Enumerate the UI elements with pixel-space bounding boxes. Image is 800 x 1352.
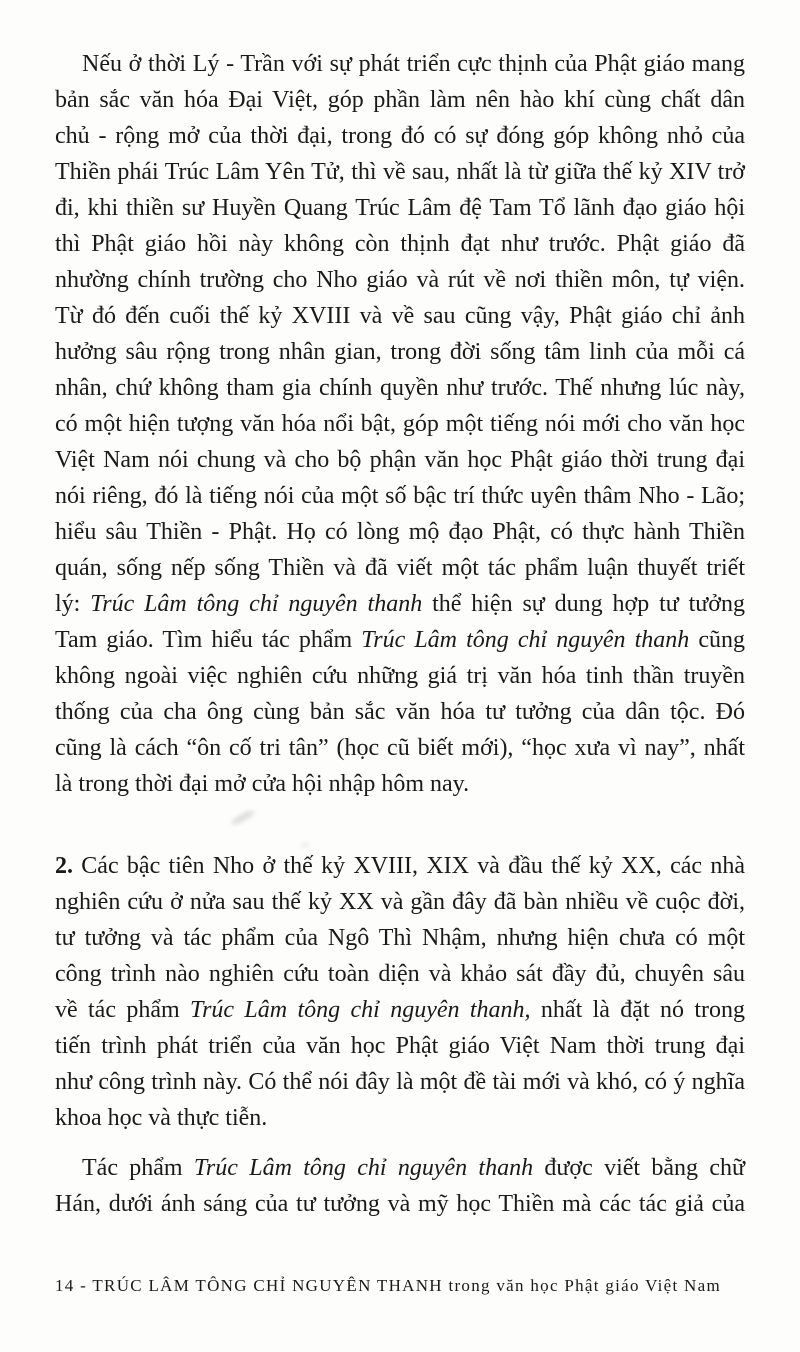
- text-run: nghiên cứu ở nửa sau thế kỷ XX và gần đây đã bàn nhiều về cuộc đời,: [55, 889, 745, 915]
- work-title-italic: Trúc Lâm tông chỉ nguyên thanh: [361, 627, 690, 653]
- text-line: [55, 334, 745, 370]
- text-line: [55, 956, 745, 992]
- text-line: [55, 298, 745, 334]
- text-run: đi, khi thiền sư Huyền Quang Trúc Lâm đệ Tam Tổ lãnh đạo giáo hội: [55, 195, 745, 221]
- text-line: [55, 730, 745, 766]
- text-line: [55, 370, 745, 406]
- footer-separator: -: [74, 1276, 93, 1295]
- text-line: [55, 884, 745, 920]
- text-line: [55, 478, 745, 514]
- text-run: cũng là cách “ôn cố tri tân” (học cũ biết mới), “học xưa vì nay”, nhất: [55, 735, 745, 761]
- text-run: tiến trình phát triển của văn học Phật giáo Việt Nam thời trung đại: [55, 1033, 745, 1059]
- text-run: nói riêng, đó là tiếng nói của một số bậc trí thức uyên thâm Nho - Lão;: [55, 483, 745, 509]
- text-line: [55, 766, 745, 802]
- text-line: [55, 154, 745, 190]
- text-run: công trình nào nghiên cứu toàn diện và khảo sát đầy đủ, chuyên sâu: [55, 961, 745, 987]
- footer-book-title: TRÚC LÂM TÔNG CHỈ NGUYÊN THANH: [92, 1276, 443, 1295]
- text-run: thì Phật giáo hồi này không còn thịnh đạt như trước. Phật giáo đã: [55, 231, 745, 257]
- text-run: hiểu sâu Thiền - Phật. Họ có lòng mộ đạo Phật, có thực hành Thiền: [55, 519, 745, 545]
- text-line: [55, 622, 745, 658]
- text-line: [55, 550, 745, 586]
- text-run: về tác phẩm: [55, 997, 191, 1023]
- text-run: Hán, dưới ánh sáng của tư tưởng và mỹ học Thiền mà các tác giả của: [55, 1191, 745, 1217]
- text-line: [55, 82, 745, 118]
- text-run: Nếu ở thời Lý - Trần với sự phát triển cực thịnh của Phật giáo mang: [82, 51, 745, 77]
- text-run: không ngoài việc nghiên cứu những giá trị văn hóa tinh thần truyền: [55, 663, 745, 689]
- text-line: [55, 514, 745, 550]
- text-run: được viết bằng chữ: [533, 1155, 745, 1181]
- text-line: [55, 1064, 745, 1100]
- text-run: cũng: [689, 627, 746, 653]
- text-run: như công trình này. Có thể nói đây là một đề tài mới và khó, có ý nghĩa: [55, 1069, 745, 1095]
- text-line: [55, 658, 745, 694]
- text-run: chủ - rộng mở của thời đại, trong đó có sự đóng góp không nhỏ của: [55, 123, 745, 149]
- work-title-italic: Trúc Lâm tông chỉ nguyên thanh,: [190, 997, 531, 1023]
- text-run: nhường chính trường cho Nho giáo và rút về nơi thiền môn, tự viện.: [55, 267, 745, 293]
- text-line: [55, 920, 745, 956]
- paragraph: [55, 46, 745, 802]
- text-line: [55, 226, 745, 262]
- text-run: Tam giáo. Tìm hiểu tác phẩm: [55, 627, 362, 653]
- text-line: [55, 1186, 745, 1222]
- work-title-italic: Trúc Lâm tông chỉ nguyên thanh: [90, 591, 423, 617]
- text-line: [55, 118, 745, 154]
- paragraph: [55, 848, 745, 1136]
- text-run: nhất là đặt nó trong: [530, 997, 746, 1023]
- section-number-bold: 2.: [55, 853, 73, 879]
- text-line: [55, 190, 745, 226]
- text-run: tư tưởng và tác phẩm của Ngô Thì Nhậm, nhưng hiện chưa có một: [55, 925, 745, 951]
- text-run: Tác phẩm: [82, 1155, 194, 1181]
- text-line: [55, 586, 745, 622]
- text-run: là trong thời đại mở cửa hội nhập hôm nay.: [55, 771, 470, 797]
- page-body: [55, 46, 745, 1222]
- work-title-italic: Trúc Lâm tông chỉ nguyên thanh: [193, 1155, 534, 1181]
- text-run: Từ đó đến cuối thế kỷ XVIII và về sau cũng vậy, Phật giáo chỉ ảnh: [55, 303, 745, 329]
- text-line: [55, 1028, 745, 1064]
- text-line: [55, 442, 745, 478]
- text-run: thống của cha ông cùng bản sắc văn hóa tư tưởng của dân tộc. Đó: [55, 699, 745, 725]
- text-line: [55, 1100, 745, 1136]
- text-run: Thiền phái Trúc Lâm Yên Tử, thì về sau, nhất là từ giữa thế kỷ XIV trở: [55, 159, 745, 185]
- text-line: [55, 694, 745, 730]
- text-run: Việt Nam nói chung và cho bộ phận văn học Phật giáo thời trung đại: [55, 447, 745, 473]
- text-run: Các bậc tiên Nho ở thế kỷ XVIII, XIX và đầu thế kỷ XX, các nhà: [73, 853, 745, 879]
- text-run: nhân, chứ không tham gia chính quyền như trước. Thế nhưng lúc này,: [55, 375, 745, 401]
- paragraph: [55, 1150, 745, 1222]
- text-line: [55, 1150, 745, 1186]
- text-run: thể hiện sự dung hợp tư tưởng: [422, 591, 745, 617]
- running-footer: [55, 1276, 721, 1296]
- text-line: [55, 262, 745, 298]
- text-line: [55, 848, 745, 884]
- footer-page-number: 14: [55, 1276, 75, 1295]
- text-run: lý:: [55, 591, 91, 617]
- footer-subtitle: trong văn học Phật giáo Việt Nam: [448, 1276, 722, 1295]
- text-line: [55, 406, 745, 442]
- text-line: [55, 46, 745, 82]
- text-run: khoa học và thực tiễn.: [55, 1105, 268, 1131]
- text-line: [55, 992, 745, 1028]
- text-run: có một hiện tượng văn hóa nổi bật, góp một tiếng nói mới cho văn học: [55, 411, 745, 437]
- text-run: hưởng sâu rộng trong nhân gian, trong đời sống tâm linh của mỗi cá: [55, 339, 745, 365]
- text-run: quán, sống nếp sống Thiền và đã viết một tác phẩm luận thuyết triết: [55, 555, 745, 581]
- text-run: bản sắc văn hóa Đại Việt, góp phần làm nên hào khí cùng chất dân: [55, 87, 745, 113]
